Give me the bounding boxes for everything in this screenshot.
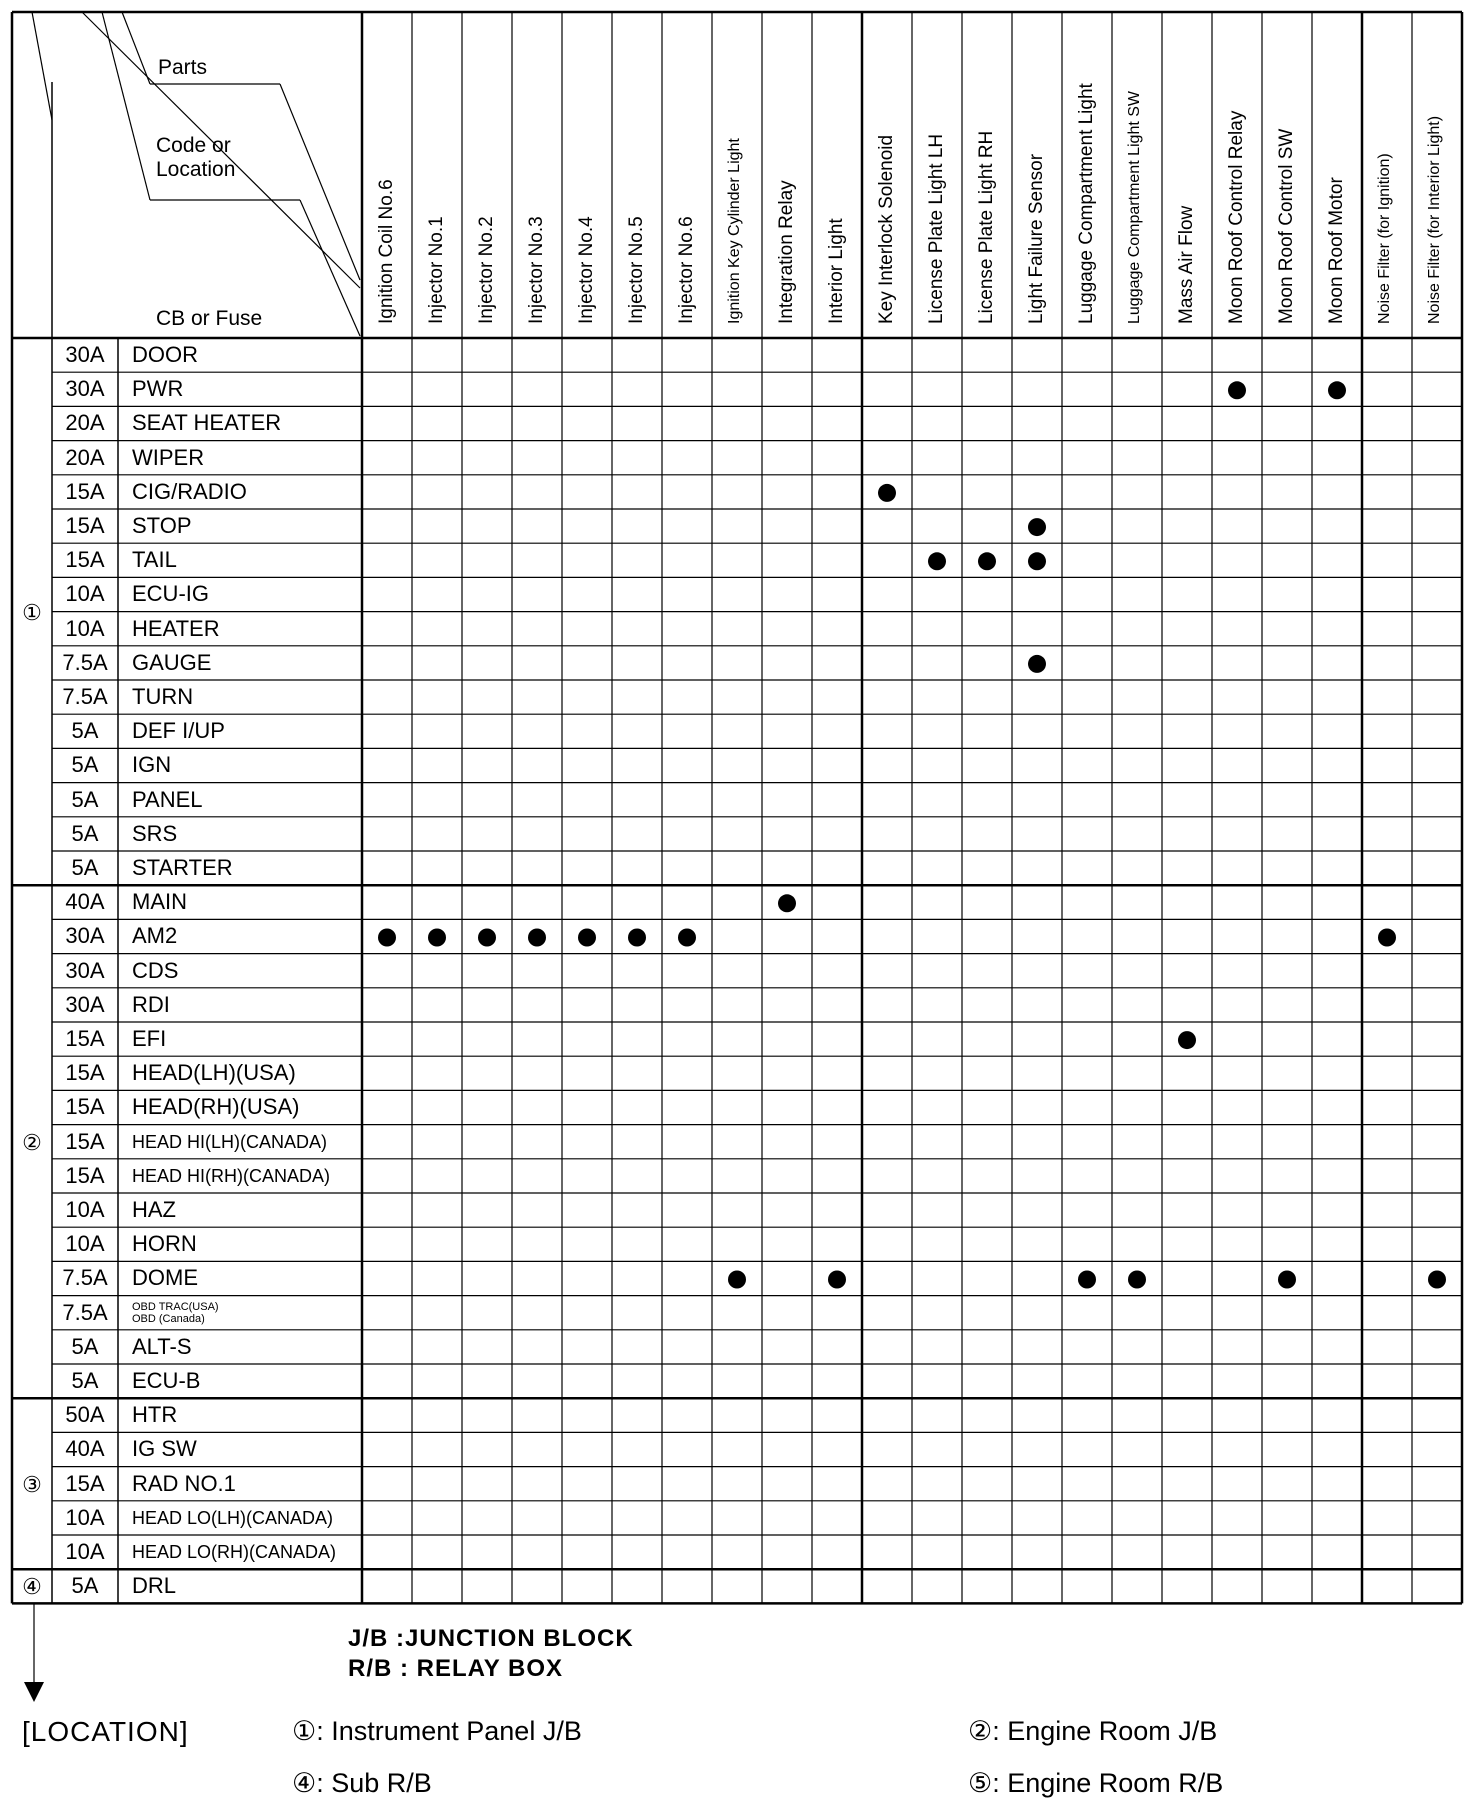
fuse-name: DEF I/UP [132, 718, 225, 744]
connection-dot [1278, 1271, 1296, 1289]
fuse-name: HEAD(LH)(USA) [132, 1060, 296, 1086]
part-column-header: Noise Filter (for Interior Light) [1426, 115, 1443, 324]
connection-dot [578, 929, 596, 947]
location-item-2: ②: Engine Room J/B [968, 1716, 1218, 1746]
legend [348, 1624, 634, 1684]
part-column-header: Luggage Compartment Light SW [1126, 90, 1143, 324]
fuse-amperage: 5A [71, 1333, 99, 1359]
fuse-name: HAZ [132, 1197, 176, 1222]
fuse-name: ECU-B [132, 1368, 201, 1393]
part-column-header: Interior Light [826, 218, 847, 324]
part-column-header: Noise Filter (for Ignition) [1376, 153, 1393, 324]
fuse-amperage: 20A [65, 444, 105, 470]
fuse-name: DOOR [132, 342, 198, 367]
connection-dot [978, 552, 996, 570]
connection-dot [378, 929, 396, 947]
fuse-name: EFI [132, 1026, 167, 1051]
fuse-name: STARTER [132, 855, 233, 880]
part-column-header: License Plate Light RH [976, 130, 997, 324]
location-item-5: ⑤: Engine Room R/B [968, 1768, 1224, 1798]
fuse-name: ECU-IG [132, 581, 209, 607]
part-column-header: Moon Roof Control SW [1276, 128, 1297, 324]
fuse-name: DRL [132, 1573, 177, 1599]
part-column-header: Key Interlock Solenoid [876, 134, 897, 324]
fuse-name: ALT-S [132, 1333, 192, 1359]
legend-rb: R/B : RELAY BOX [348, 1655, 564, 1682]
fuse-name: HEAD LO(RH)(CANADA) [132, 1542, 337, 1562]
fuse-amperage: 15A [65, 1162, 105, 1188]
header-diagonal [280, 84, 360, 280]
fuse-name: WIPER [132, 444, 205, 470]
fuse-name: DOME [132, 1265, 198, 1291]
connection-dot [678, 929, 696, 947]
part-column-header: Injector No.1 [426, 216, 447, 324]
connection-dot [1228, 381, 1246, 399]
header-diagonal [32, 12, 52, 120]
fuse-amperage: 5A [71, 855, 99, 880]
fuse-name: IG SW [132, 1436, 197, 1462]
fuse-amperage: 7.5A [62, 1299, 108, 1325]
connection-dot [728, 1271, 746, 1289]
connection-dot [1378, 929, 1396, 947]
code-location-header-label [156, 134, 235, 182]
fuse-amperage: 40A [65, 889, 105, 915]
fuse-amperage: 30A [65, 923, 105, 949]
fuse-name: GAUGE [132, 649, 212, 675]
parts-header-label: Parts [158, 56, 208, 79]
fuse-name-line1: OBD TRAC(USA) [132, 1300, 219, 1313]
fuse-amperage: 7.5A [62, 649, 108, 675]
fuse-amperage: 10A [65, 1231, 105, 1257]
fuse-name: SEAT HEATER [132, 410, 282, 436]
fuse-amperage: 30A [65, 991, 105, 1017]
fuse-amperage: 40A [65, 1436, 105, 1462]
fuse-amperage: 5A [71, 1573, 99, 1599]
code-label-line2: Location [156, 158, 236, 181]
connection-dot [778, 894, 796, 912]
part-column-header: Moon Roof Motor [1326, 177, 1347, 324]
part-column-header: Mass Air Flow [1176, 205, 1197, 324]
connection-dot [1078, 1271, 1096, 1289]
part-column-header: Injector No.4 [576, 216, 597, 324]
connection-dot [1028, 518, 1046, 536]
fuse-amperage: 7.5A [62, 684, 108, 709]
fuse-amperage: 5A [71, 1368, 99, 1393]
part-column-header: Injector No.6 [676, 216, 697, 324]
location-title: [LOCATION] [22, 1716, 189, 1747]
fuse-name: RDI [132, 991, 170, 1017]
fuse-amperage: 15A [65, 513, 105, 538]
connection-dot [1128, 1271, 1146, 1289]
connection-dot [428, 929, 446, 947]
fuse-amperage: 10A [65, 1197, 105, 1222]
connection-dot [1328, 381, 1346, 399]
fuse-amperage: 30A [65, 376, 105, 402]
connection-dot [878, 484, 896, 502]
fuse-amperage: 5A [71, 718, 99, 744]
fuse-amperage: 20A [65, 410, 105, 436]
location-item-1: ①: Instrument Panel J/B [292, 1716, 582, 1746]
fuse-name: HEAD LO(LH)(CANADA) [132, 1507, 334, 1528]
fuse-amperage: 10A [65, 615, 105, 641]
group-location-mark: ② [22, 1129, 42, 1155]
connection-dot [1028, 552, 1046, 570]
cb-fuse-header-label: CB or Fuse [156, 307, 263, 330]
group-location-mark: ③ [22, 1471, 42, 1497]
group-location-mark: ① [22, 599, 42, 625]
fuse-amperage: 10A [65, 1504, 105, 1530]
fuse-amperage: 15A [65, 1128, 105, 1154]
part-column-header: Luggage Compartment Light [1076, 83, 1097, 324]
location-item-4: ④: Sub R/B [292, 1768, 432, 1798]
code-label-line1: Code or [156, 134, 231, 157]
header-diagonal [300, 200, 360, 336]
fuse-name: TURN [132, 684, 194, 709]
fuse-amperage: 7.5A [62, 1265, 108, 1291]
part-column-header: Ignition Key Cylinder Light [726, 138, 743, 324]
fuse-name: RAD NO.1 [132, 1470, 236, 1496]
fuse-name: IGN [132, 752, 172, 778]
fuse-amperage: 5A [71, 786, 99, 812]
fuse-name: HEAD HI(RH)(CANADA) [132, 1165, 330, 1186]
connection-dot [1178, 1031, 1196, 1049]
location-arrow-icon [24, 1682, 44, 1702]
connection-dot [628, 929, 646, 947]
fuse-amperage: 15A [65, 1060, 105, 1086]
connection-dot [1428, 1271, 1446, 1289]
fuse-name: CIG/RADIO [132, 478, 247, 504]
part-column-header: Injector No.2 [476, 216, 497, 324]
fuse-amperage: 5A [71, 820, 99, 846]
fuse-amperage: 15A [65, 1094, 105, 1120]
part-column-header: Ignition Coil No.6 [376, 179, 397, 324]
legend-jb: J/B :JUNCTION BLOCK [348, 1625, 634, 1652]
fuse-amperage: 5A [71, 752, 99, 778]
connection-dot [478, 929, 496, 947]
fuse-amperage: 30A [65, 342, 105, 367]
fuse-name: HTR [132, 1402, 178, 1428]
group-location-mark: ④ [22, 1574, 42, 1600]
fuse-amperage: 30A [65, 957, 105, 983]
connection-dot [1028, 655, 1046, 673]
header-diagonal [102, 12, 150, 200]
fuse-name-line2: OBD (Canada) [132, 1312, 205, 1325]
fuse-name: MAIN [132, 889, 187, 915]
fuse-amperage: 15A [65, 547, 105, 573]
fuse-amperage: 15A [65, 1470, 105, 1496]
fuse-amperage: 50A [65, 1402, 105, 1428]
part-column-header: Light Failure Sensor [1026, 153, 1047, 324]
fuse-amperage: 10A [65, 581, 105, 607]
fuse-name: PWR [132, 376, 184, 402]
fuse-name: TAIL [132, 547, 177, 573]
fuse-amperage: 15A [65, 478, 105, 504]
connection-dot [928, 552, 946, 570]
fuse-name: HORN [132, 1231, 197, 1257]
header-diagonal [122, 12, 150, 84]
fuse-amperage: 10A [65, 1539, 105, 1564]
part-column-header: Injector No.5 [626, 216, 647, 324]
fuse-name: AM2 [132, 923, 178, 949]
part-column-header: Injector No.3 [526, 216, 547, 324]
fuse-name: PANEL [132, 786, 203, 812]
fuse-name: HEAD HI(LH)(CANADA) [132, 1131, 328, 1152]
connection-dot [528, 929, 546, 947]
fuse-name: HEATER [132, 615, 220, 641]
fuse-name: SRS [132, 820, 178, 846]
part-column-header: Integration Relay [776, 180, 797, 324]
fuse-amperage: 15A [65, 1026, 105, 1051]
connection-dot [828, 1271, 846, 1289]
fuse-name [132, 1301, 219, 1325]
fuse-name: STOP [132, 513, 192, 538]
part-column-header: License Plate Light LH [926, 133, 947, 324]
part-column-header: Moon Roof Control Relay [1226, 110, 1247, 324]
fuse-name: HEAD(RH)(USA) [132, 1094, 300, 1120]
fuse-name: CDS [132, 957, 179, 983]
